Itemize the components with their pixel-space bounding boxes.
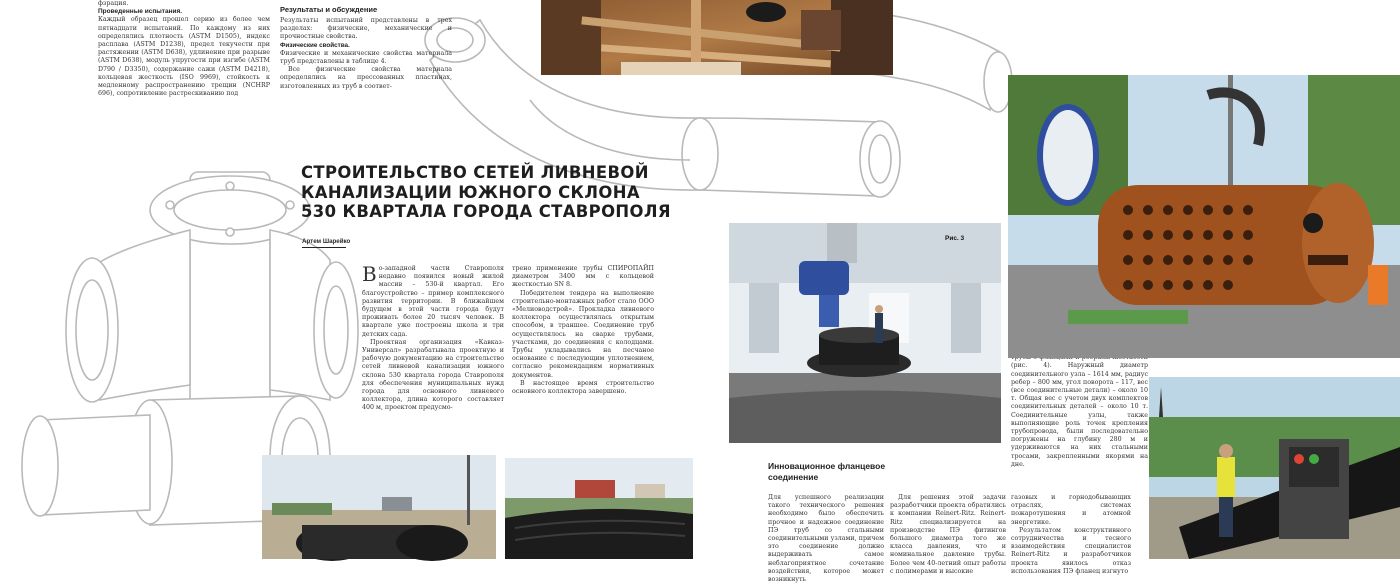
article-title (301, 163, 721, 222)
author-rule (302, 247, 346, 248)
tests-body: Каждый образец прошел серию из более чем пятнадцати испытаний. По каждому из них определялись плотность (ASTM D1505), индекс расплава (ASTM D1238), предел текучести при растяжении (ASTM D638), удлинение при разрыве (ASTM D638), модуль упругости при изгибе (ASTM D790 / D3350), содержание сажи (ASTM D4218), кольцевая жесткость (ISO 9969), стойкость к медленному распространению трещин (NCHRP 696), сопротивление растрескиванию под (98, 16, 270, 98)
title-line3: 530 КВАРТАЛА ГОРОДА СТАВРОПОЛЯ (301, 202, 671, 221)
col2-p2: Победителем тендера на выполнение строительно-монтажных работ стало ООО «Мелиоводстрой». Прокладка ливневого коллектора осуществлялась открытым способом, в траншее. Соединение труб осуществлялось на сварке трубами, участками, до соединения с колодцами. Трубы укладывались на песчаное основание с последующим уплотнением, согласно рекомендациям нормативных документов. (512, 289, 654, 379)
tests-heading: Проведенные испытания. (98, 8, 183, 16)
flange-col1: Для успешного реализации такого технического решения необходимо было обеспечить прочное и надежное соединение ПЭ труб со стальными соединительными узлами, причем это соединение должно выдерживать самое неблагоприятное сочетание воздействия, которое может возникнуть (768, 494, 884, 584)
results-text (280, 17, 452, 90)
top-left-text (98, 0, 270, 98)
dropcap: В (362, 262, 377, 286)
title-line1: СТРОИТЕЛЬСТВО СЕТЕЙ ЛИВНЕВОЙ (301, 163, 649, 182)
flange-column-3 (1011, 494, 1131, 575)
article-column-1 (362, 262, 504, 412)
flange-col3b: Результатом конструктивного сотрудничества и тесного взаимодействия специалистов Reinert-Ritz и разработчиков проекта явилось отказ использования ПЭ фланец изгнуто (1011, 526, 1131, 575)
flange-col2: Для решения этой задачи разработчики проекта обратились к компании Reinert-Ritz. Reinert-Ritz специализируется на производстве ПЭ фитингов большого диаметра того же класса давления, что и номинальное давление трубы. Более чем 40-летний опыт работы с полимерами и высокие (890, 494, 1006, 575)
title-line2: КАНАЛИЗАЦИИ ЮЖНОГО СКЛОНА (301, 182, 640, 202)
author-name: Артем Шарейко (302, 238, 351, 245)
article-column-2 (512, 265, 654, 396)
flange-col3: газовых и горнодобывающих отраслях, системах пожаротушения и атомной энергетике. (1011, 494, 1131, 526)
flange-heading-line1: Инновационное фланцевое (768, 461, 886, 471)
factory-robot-photo (729, 223, 1001, 443)
results-heading: Результаты и обсуждение (280, 5, 378, 14)
flange-section-heading (768, 461, 948, 482)
flange-column-2 (890, 494, 1006, 575)
col2-p1: трено применение трубы СПИРОПАЙП диаметром 3400 мм с кольцевой жесткостью SN 8. (512, 265, 654, 289)
results-body2: Физические и механические свойства материала труб представлены в таблице 4. (280, 49, 452, 66)
trench-photo (541, 0, 893, 75)
pipes-field-photo-1 (262, 455, 496, 559)
right-column-body: (рис. 4). Наружный диаметр соединительного узла – 1614 мм, радиус ребер – 800 мм, угол поворота – 117, вес (все соединительные детали) – около 10 т. Общая вес с учетом двух комплектов соединительных деталей – около 10 т. Соединительные узлы, также выполняющие роль точек крепления трубопровода, были последовательно погружены на глубину 280 м и удерживаются на них стальными тросами, закрепленными якорями на дне. (1011, 362, 1148, 468)
steel-coupling-photo (1008, 75, 1400, 358)
results-body3: Все физические свойства материала определялись на прессованных пластинах, изготовленных из труб в соответ- (280, 66, 452, 90)
col2-p3: В настоящее время строительство основного коллектора завершено. (512, 379, 654, 396)
top-left-line0: фзрация. (98, 0, 129, 7)
flange-column-1 (768, 494, 884, 584)
results-body1: Результаты испытаний представлены в трех разделах: физические, механические и прочностные свойства. (280, 17, 452, 41)
physical-heading: Физические свойства. (280, 41, 350, 49)
worker-pipe-photo (1149, 377, 1400, 559)
col1-p2: Проектная организация «Кавказ-Универсал» разрабатывала проектную и рабочую документацию на строительство сетей ливневой канализации южного склона 530 квартала города Ставрополя для обеспечения муниципальных нужд города для основного ливневого коллектора, длина которого составляет 400 м, проектом предусмо- (362, 338, 504, 412)
pipes-field-photo-2 (505, 458, 693, 559)
flange-heading-line2: соединение (768, 471, 819, 482)
col1-p1: о-западной части Ставрополя недавно появился новый жилой массив – 530-й квартал. Его благоустройство – пример комплексного развития территории. В ближайшем будущем в этой части города будут проживать более 20 тысяч человек. В квартале уже построены школа и три детских сада. (362, 265, 504, 338)
figure-3-label: Рис. 3 (945, 235, 965, 242)
